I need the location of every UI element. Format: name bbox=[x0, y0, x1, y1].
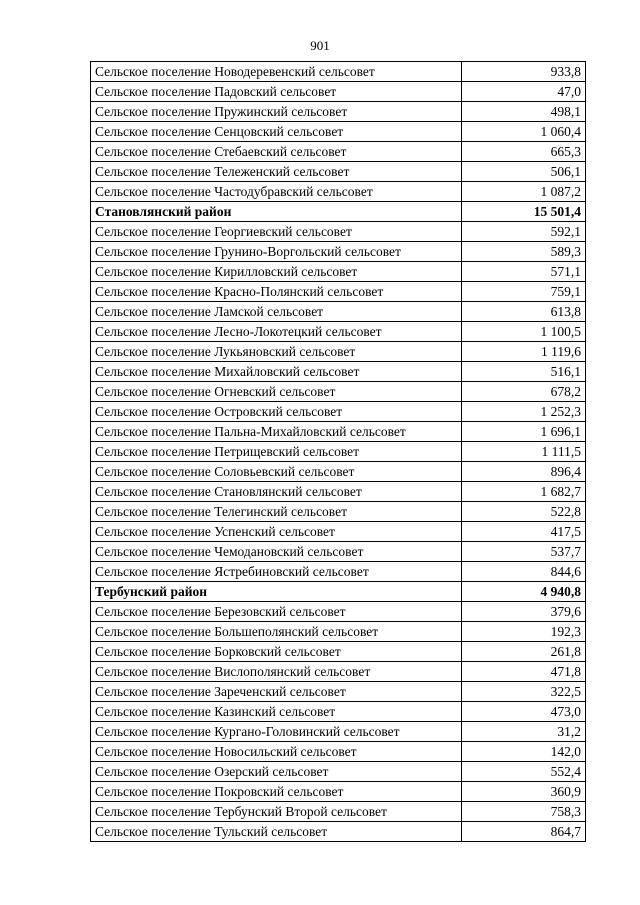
table-row bbox=[91, 382, 586, 402]
table-body bbox=[91, 62, 586, 842]
settlement-value-cell: 192,3 bbox=[462, 622, 586, 642]
settlement-name-cell: Сельское поселение Островский сельсовет bbox=[91, 402, 462, 422]
table-row bbox=[91, 662, 586, 682]
settlement-value-cell: 1 060,4 bbox=[462, 122, 586, 142]
settlement-value-cell: 516,1 bbox=[462, 362, 586, 382]
page-number: 901 bbox=[310, 38, 330, 53]
table-row bbox=[91, 622, 586, 642]
settlement-value-cell: 31,2 bbox=[462, 722, 586, 742]
table-row bbox=[91, 802, 586, 822]
district-row bbox=[91, 202, 586, 222]
district-name-cell: Становлянский район bbox=[91, 202, 462, 222]
settlement-name-cell: Сельское поселение Сенцовский сельсовет bbox=[91, 122, 462, 142]
settlement-value-cell: 758,3 bbox=[462, 802, 586, 822]
settlement-name-cell: Сельское поселение Ламской сельсовет bbox=[91, 302, 462, 322]
settlement-name-cell: Сельское поселение Михайловский сельсовет bbox=[91, 362, 462, 382]
settlement-value-cell: 552,4 bbox=[462, 762, 586, 782]
settlement-value-cell: 933,8 bbox=[462, 62, 586, 82]
settlement-value-cell: 896,4 bbox=[462, 462, 586, 482]
table-row bbox=[91, 122, 586, 142]
table-row bbox=[91, 642, 586, 662]
table-row bbox=[91, 362, 586, 382]
settlement-name-cell: Сельское поселение Новодеревенский сельсовет bbox=[91, 62, 462, 82]
settlement-value-cell: 522,8 bbox=[462, 502, 586, 522]
settlement-name-cell: Сельское поселение Стебаевский сельсовет bbox=[91, 142, 462, 162]
settlement-name-cell: Сельское поселение Телегинский сельсовет bbox=[91, 502, 462, 522]
settlement-name-cell: Сельское поселение Казинский сельсовет bbox=[91, 702, 462, 722]
settlement-value-cell: 592,1 bbox=[462, 222, 586, 242]
settlement-name-cell: Сельское поселение Пружинский сельсовет bbox=[91, 102, 462, 122]
district-name-cell: Тербунский район bbox=[91, 582, 462, 602]
settlement-name-cell: Сельское поселение Падовский сельсовет bbox=[91, 82, 462, 102]
table-row bbox=[91, 682, 586, 702]
table-row bbox=[91, 102, 586, 122]
settlement-value-cell: 589,3 bbox=[462, 242, 586, 262]
settlement-value-cell: 759,1 bbox=[462, 282, 586, 302]
settlement-name-cell: Сельское поселение Вислополянский сельсовет bbox=[91, 662, 462, 682]
settlement-value-cell: 1 252,3 bbox=[462, 402, 586, 422]
settlement-value-cell: 613,8 bbox=[462, 302, 586, 322]
settlement-name-cell: Сельское поселение Борковский сельсовет bbox=[91, 642, 462, 662]
table-row bbox=[91, 282, 586, 302]
table-row bbox=[91, 62, 586, 82]
table-row bbox=[91, 402, 586, 422]
settlement-value-cell: 261,8 bbox=[462, 642, 586, 662]
settlement-name-cell: Сельское поселение Грунино-Воргольский сельсовет bbox=[91, 242, 462, 262]
settlement-value-cell: 498,1 bbox=[462, 102, 586, 122]
settlement-value-cell: 47,0 bbox=[462, 82, 586, 102]
table-row bbox=[91, 322, 586, 342]
table-row bbox=[91, 762, 586, 782]
table-row bbox=[91, 702, 586, 722]
settlement-name-cell: Сельское поселение Пальна-Михайловский сельсовет bbox=[91, 422, 462, 442]
settlement-value-cell: 473,0 bbox=[462, 702, 586, 722]
settlement-name-cell: Сельское поселение Большеполянский сельсовет bbox=[91, 622, 462, 642]
table-row bbox=[91, 142, 586, 162]
settlement-value-cell: 844,6 bbox=[462, 562, 586, 582]
settlement-value-cell: 1 100,5 bbox=[462, 322, 586, 342]
settlement-value-cell: 1 111,5 bbox=[462, 442, 586, 462]
table-row bbox=[91, 602, 586, 622]
settlement-value-cell: 864,7 bbox=[462, 822, 586, 842]
settlement-name-cell: Сельское поселение Георгиевский сельсовет bbox=[91, 222, 462, 242]
table-row bbox=[91, 822, 586, 842]
settlement-name-cell: Сельское поселение Тележенский сельсовет bbox=[91, 162, 462, 182]
settlement-name-cell: Сельское поселение Петрищевский сельсовет bbox=[91, 442, 462, 462]
table-row bbox=[91, 562, 586, 582]
district-total-cell: 15 501,4 bbox=[462, 202, 586, 222]
settlement-value-cell: 471,8 bbox=[462, 662, 586, 682]
settlement-name-cell: Сельское поселение Зареченский сельсовет bbox=[91, 682, 462, 702]
budget-table bbox=[90, 61, 586, 842]
table-row bbox=[91, 422, 586, 442]
table-row bbox=[91, 442, 586, 462]
district-total-cell: 4 940,8 bbox=[462, 582, 586, 602]
table-row bbox=[91, 482, 586, 502]
settlement-name-cell: Сельское поселение Соловьевский сельсовет bbox=[91, 462, 462, 482]
settlement-name-cell: Сельское поселение Лесно-Локотецкий сельсовет bbox=[91, 322, 462, 342]
table-row bbox=[91, 782, 586, 802]
settlement-value-cell: 506,1 bbox=[462, 162, 586, 182]
settlement-name-cell: Сельское поселение Красно-Полянский сельсовет bbox=[91, 282, 462, 302]
settlement-name-cell: Сельское поселение Успенский сельсовет bbox=[91, 522, 462, 542]
settlement-value-cell: 417,5 bbox=[462, 522, 586, 542]
table-row bbox=[91, 82, 586, 102]
table-row bbox=[91, 342, 586, 362]
settlement-value-cell: 322,5 bbox=[462, 682, 586, 702]
table-row bbox=[91, 302, 586, 322]
settlement-value-cell: 1 119,6 bbox=[462, 342, 586, 362]
table-row bbox=[91, 242, 586, 262]
table-row bbox=[91, 502, 586, 522]
settlement-value-cell: 379,6 bbox=[462, 602, 586, 622]
settlement-value-cell: 1 696,1 bbox=[462, 422, 586, 442]
settlement-name-cell: Сельское поселение Ястребиновский сельсовет bbox=[91, 562, 462, 582]
settlement-name-cell: Сельское поселение Лукьяновский сельсовет bbox=[91, 342, 462, 362]
table-row bbox=[91, 182, 586, 202]
settlement-name-cell: Сельское поселение Новосильский сельсовет bbox=[91, 742, 462, 762]
settlement-name-cell: Сельское поселение Становлянский сельсовет bbox=[91, 482, 462, 502]
settlement-name-cell: Сельское поселение Березовский сельсовет bbox=[91, 602, 462, 622]
settlement-name-cell: Сельское поселение Огневский сельсовет bbox=[91, 382, 462, 402]
settlement-value-cell: 1 682,7 bbox=[462, 482, 586, 502]
settlement-value-cell: 142,0 bbox=[462, 742, 586, 762]
settlement-name-cell: Сельское поселение Покровский сельсовет bbox=[91, 782, 462, 802]
settlement-name-cell: Сельское поселение Частодубравский сельсовет bbox=[91, 182, 462, 202]
table-row bbox=[91, 522, 586, 542]
table-row bbox=[91, 722, 586, 742]
settlement-value-cell: 360,9 bbox=[462, 782, 586, 802]
settlement-name-cell: Сельское поселение Кургано-Головинский сельсовет bbox=[91, 722, 462, 742]
settlement-name-cell: Сельское поселение Тульский сельсовет bbox=[91, 822, 462, 842]
table-row bbox=[91, 222, 586, 242]
settlement-name-cell: Сельское поселение Кирилловский сельсовет bbox=[91, 262, 462, 282]
settlement-value-cell: 1 087,2 bbox=[462, 182, 586, 202]
settlement-value-cell: 571,1 bbox=[462, 262, 586, 282]
settlement-value-cell: 678,2 bbox=[462, 382, 586, 402]
settlement-name-cell: Сельское поселение Тербунский Второй сельсовет bbox=[91, 802, 462, 822]
district-row bbox=[91, 582, 586, 602]
settlement-name-cell: Сельское поселение Озерский сельсовет bbox=[91, 762, 462, 782]
table-row bbox=[91, 742, 586, 762]
table-row bbox=[91, 162, 586, 182]
table-row bbox=[91, 462, 586, 482]
table-row bbox=[91, 542, 586, 562]
settlement-value-cell: 537,7 bbox=[462, 542, 586, 562]
table-row bbox=[91, 262, 586, 282]
settlement-value-cell: 665,3 bbox=[462, 142, 586, 162]
settlement-name-cell: Сельское поселение Чемодановский сельсовет bbox=[91, 542, 462, 562]
